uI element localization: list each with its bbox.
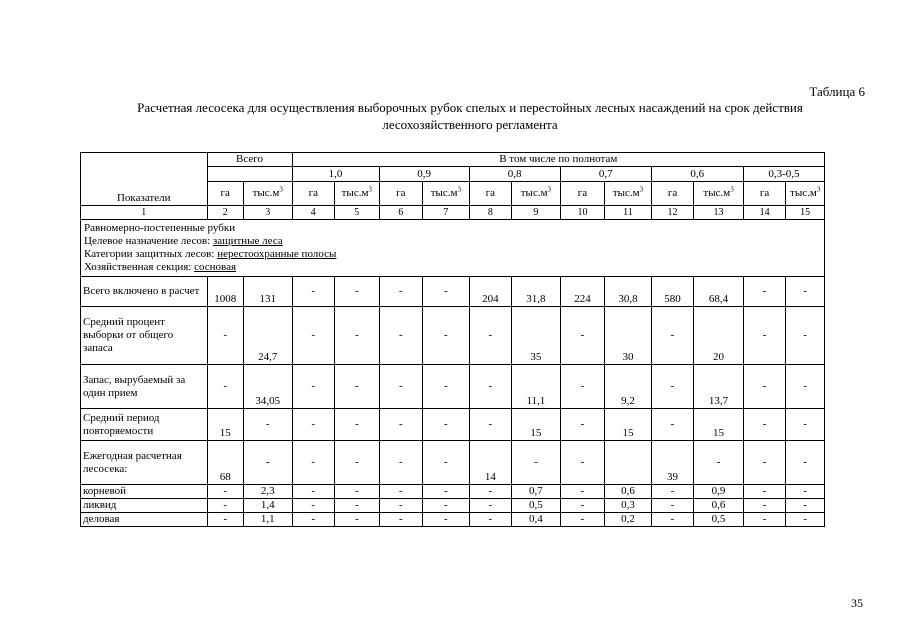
table-cell: - <box>743 409 786 441</box>
header-density-4: 0,7 <box>560 167 651 182</box>
header-total-spacer <box>207 167 292 182</box>
header-unit-ha: га <box>379 182 423 206</box>
table-cell: 24,7 <box>243 307 292 365</box>
column-number: 4 <box>292 206 335 220</box>
header-unit-thousand-m3: $тыс.м^3$ <box>605 182 652 206</box>
table-cell: - <box>292 307 335 365</box>
table-cell: - <box>335 485 380 499</box>
table-cell: 15 <box>512 409 561 441</box>
column-number: 12 <box>651 206 694 220</box>
column-number: 7 <box>423 206 470 220</box>
table-cell: - <box>335 277 380 307</box>
table-cell <box>605 441 652 485</box>
table-cell: 68 <box>207 441 243 485</box>
row-label: ликвид <box>81 499 208 513</box>
table-cell: - <box>743 513 786 527</box>
table-row <box>81 307 825 365</box>
table-cell: - <box>560 307 605 365</box>
table-cell: - <box>335 365 380 409</box>
table-cell: 35 <box>512 307 561 365</box>
table-cell: 15 <box>694 409 744 441</box>
table-row <box>81 499 825 513</box>
section-info <box>81 220 825 277</box>
table-row <box>81 513 825 527</box>
column-number: 3 <box>243 206 292 220</box>
table-cell: - <box>651 499 694 513</box>
table-cell: 1,1 <box>243 513 292 527</box>
table-cell: - <box>423 365 470 409</box>
table-cell: - <box>379 485 423 499</box>
table-cell: - <box>786 485 825 499</box>
column-number: 1 <box>81 206 208 220</box>
table-cell: 0,5 <box>694 513 744 527</box>
row-label: деловая <box>81 513 208 527</box>
table-cell: - <box>207 365 243 409</box>
header-unit-thousand-m3: $тыс.м^3$ <box>243 182 292 206</box>
table-cell: - <box>786 409 825 441</box>
table-cell: - <box>786 513 825 527</box>
table-row <box>81 441 825 485</box>
table-cell: 580 <box>651 277 694 307</box>
table-cell: - <box>379 409 423 441</box>
table-cell: - <box>651 365 694 409</box>
table-cell: 31,8 <box>512 277 561 307</box>
header-unit-ha: га <box>292 182 335 206</box>
table-cell: - <box>560 441 605 485</box>
table-cell: - <box>560 485 605 499</box>
column-number: 5 <box>335 206 380 220</box>
column-number: 13 <box>694 206 744 220</box>
table-cell: - <box>335 499 380 513</box>
table-cell: 30 <box>605 307 652 365</box>
table-cell: 13,7 <box>694 365 744 409</box>
table-cell: - <box>292 409 335 441</box>
table-cell: - <box>379 365 423 409</box>
header-unit-thousand-m3: $тыс.м^3$ <box>335 182 380 206</box>
table-cell: - <box>786 307 825 365</box>
column-number: 6 <box>379 206 423 220</box>
table-cell: 68,4 <box>694 277 744 307</box>
header-density-6: 0,3-0,5 <box>743 167 824 182</box>
table-cell: - <box>743 485 786 499</box>
table-cell: 204 <box>469 277 512 307</box>
row-label: Средний процент выборки от общего запаса <box>81 307 208 365</box>
table-cell: - <box>243 409 292 441</box>
table-cell: - <box>207 485 243 499</box>
table-cell: - <box>469 409 512 441</box>
info-cut-type: Равномерно-постепенные рубки <box>84 222 236 234</box>
info-purpose: Целевое назначение лесов: защитные леса <box>84 235 283 247</box>
header-unit-thousand-m3: $тыс.м^3$ <box>423 182 470 206</box>
header-indicators: Показатели <box>81 153 208 206</box>
table-row <box>81 409 825 441</box>
table-cell: 30,8 <box>605 277 652 307</box>
table-cell: - <box>651 307 694 365</box>
table-cell: - <box>292 441 335 485</box>
table-cell: - <box>651 513 694 527</box>
row-label: Всего включено в расчет <box>81 277 208 307</box>
table-cell: 34,05 <box>243 365 292 409</box>
table-cell: - <box>243 441 292 485</box>
table-cell: - <box>423 499 470 513</box>
header-density-1: 1,0 <box>292 167 379 182</box>
header-unit-ha: га <box>651 182 694 206</box>
table-cell: 224 <box>560 277 605 307</box>
table-cell: - <box>423 307 470 365</box>
table-cell: - <box>786 441 825 485</box>
table-cell: - <box>560 365 605 409</box>
table-cell: 0,2 <box>605 513 652 527</box>
table-cell: 1,4 <box>243 499 292 513</box>
page-number: 35 <box>851 596 863 610</box>
table-cell: - <box>292 365 335 409</box>
table-cell: 131 <box>243 277 292 307</box>
table-cell: 0,5 <box>512 499 561 513</box>
table-cell: - <box>469 485 512 499</box>
header-unit-ha: га <box>560 182 605 206</box>
row-label: Ежегодная расчетная лесосека: <box>81 441 208 485</box>
table-cell: 0,6 <box>694 499 744 513</box>
table-cell: - <box>512 441 561 485</box>
row-label: корневой <box>81 485 208 499</box>
table-cell: - <box>379 441 423 485</box>
table-cell: - <box>335 441 380 485</box>
table-cell: - <box>743 441 786 485</box>
table-row <box>81 365 825 409</box>
table-cell: - <box>379 307 423 365</box>
table-cell: - <box>207 499 243 513</box>
table-cell: - <box>469 513 512 527</box>
table-cell: - <box>292 499 335 513</box>
table-cell: - <box>743 277 786 307</box>
table-cell: - <box>560 409 605 441</box>
table-cell: - <box>423 513 470 527</box>
column-number: 9 <box>512 206 561 220</box>
column-number: 10 <box>560 206 605 220</box>
table-cell: 14 <box>469 441 512 485</box>
table-cell: - <box>379 499 423 513</box>
table-cell: - <box>786 277 825 307</box>
table-cell: - <box>292 485 335 499</box>
table-row <box>81 485 825 499</box>
header-total: Всего <box>207 153 292 167</box>
table-cell: 20 <box>694 307 744 365</box>
table-cell: - <box>651 409 694 441</box>
table-cell: - <box>423 277 470 307</box>
table-cell: 9,2 <box>605 365 652 409</box>
table-cell: - <box>560 513 605 527</box>
table-cell: 0,3 <box>605 499 652 513</box>
table-row <box>81 277 825 307</box>
column-number: 2 <box>207 206 243 220</box>
table-cell: - <box>335 409 380 441</box>
column-number: 8 <box>469 206 512 220</box>
header-unit-ha: га <box>207 182 243 206</box>
table-number: Таблица 6 <box>809 84 865 99</box>
row-label: Средний период повторяемости <box>81 409 208 441</box>
header-density-5: 0,6 <box>651 167 743 182</box>
table-cell: 39 <box>651 441 694 485</box>
allowable-cut-table <box>80 152 825 527</box>
table-cell: - <box>379 513 423 527</box>
table-cell: 0,4 <box>512 513 561 527</box>
table-cell: - <box>743 499 786 513</box>
table-cell: - <box>786 365 825 409</box>
table-cell: 0,7 <box>512 485 561 499</box>
table-cell: 15 <box>605 409 652 441</box>
title-line-2: лесохозяйственного регламента <box>382 117 558 132</box>
column-number: 15 <box>786 206 825 220</box>
header-density-3: 0,8 <box>469 167 560 182</box>
header-unit-thousand-m3: $тыс.м^3$ <box>512 182 561 206</box>
info-section: Хозяйственная секция: сосновая <box>84 261 237 273</box>
table-cell: - <box>469 365 512 409</box>
table-cell: - <box>207 513 243 527</box>
header-unit-thousand-m3: $тыс.м^3$ <box>786 182 825 206</box>
title-line-1: Расчетная лесосека для осуществления выборочных рубок спелых и перестойных лесных насаждений на срок действия <box>137 100 803 115</box>
table-cell: 2,3 <box>243 485 292 499</box>
row-label: Запас, вырубаемый за один прием <box>81 365 208 409</box>
table-cell: - <box>743 307 786 365</box>
header-unit-thousand-m3: $тыс.м^3$ <box>694 182 744 206</box>
header-including: В том числе по полнотам <box>292 153 824 167</box>
column-number: 14 <box>743 206 786 220</box>
table-cell: - <box>335 513 380 527</box>
table-cell: 15 <box>207 409 243 441</box>
table-cell: - <box>423 485 470 499</box>
header-unit-ha: га <box>469 182 512 206</box>
table-cell: 11,1 <box>512 365 561 409</box>
table-cell: - <box>292 277 335 307</box>
info-category: Категории защитных лесов: нерестоохранные полосы <box>84 248 337 260</box>
table-cell: - <box>207 307 243 365</box>
table-cell: - <box>786 499 825 513</box>
table-title <box>60 99 880 133</box>
table-cell: - <box>423 441 470 485</box>
table-cell: - <box>423 409 470 441</box>
header-density-2: 0,9 <box>379 167 469 182</box>
header-unit-ha: га <box>743 182 786 206</box>
column-number: 11 <box>605 206 652 220</box>
table-cell: - <box>743 365 786 409</box>
table-cell: - <box>379 277 423 307</box>
table-cell: - <box>651 485 694 499</box>
table-cell: 1008 <box>207 277 243 307</box>
table-cell: - <box>694 441 744 485</box>
table-cell: - <box>292 513 335 527</box>
table-cell: - <box>560 499 605 513</box>
table-cell: - <box>335 307 380 365</box>
table-cell: 0,6 <box>605 485 652 499</box>
table-cell: 0,9 <box>694 485 744 499</box>
table-cell: - <box>469 307 512 365</box>
table-cell: - <box>469 499 512 513</box>
